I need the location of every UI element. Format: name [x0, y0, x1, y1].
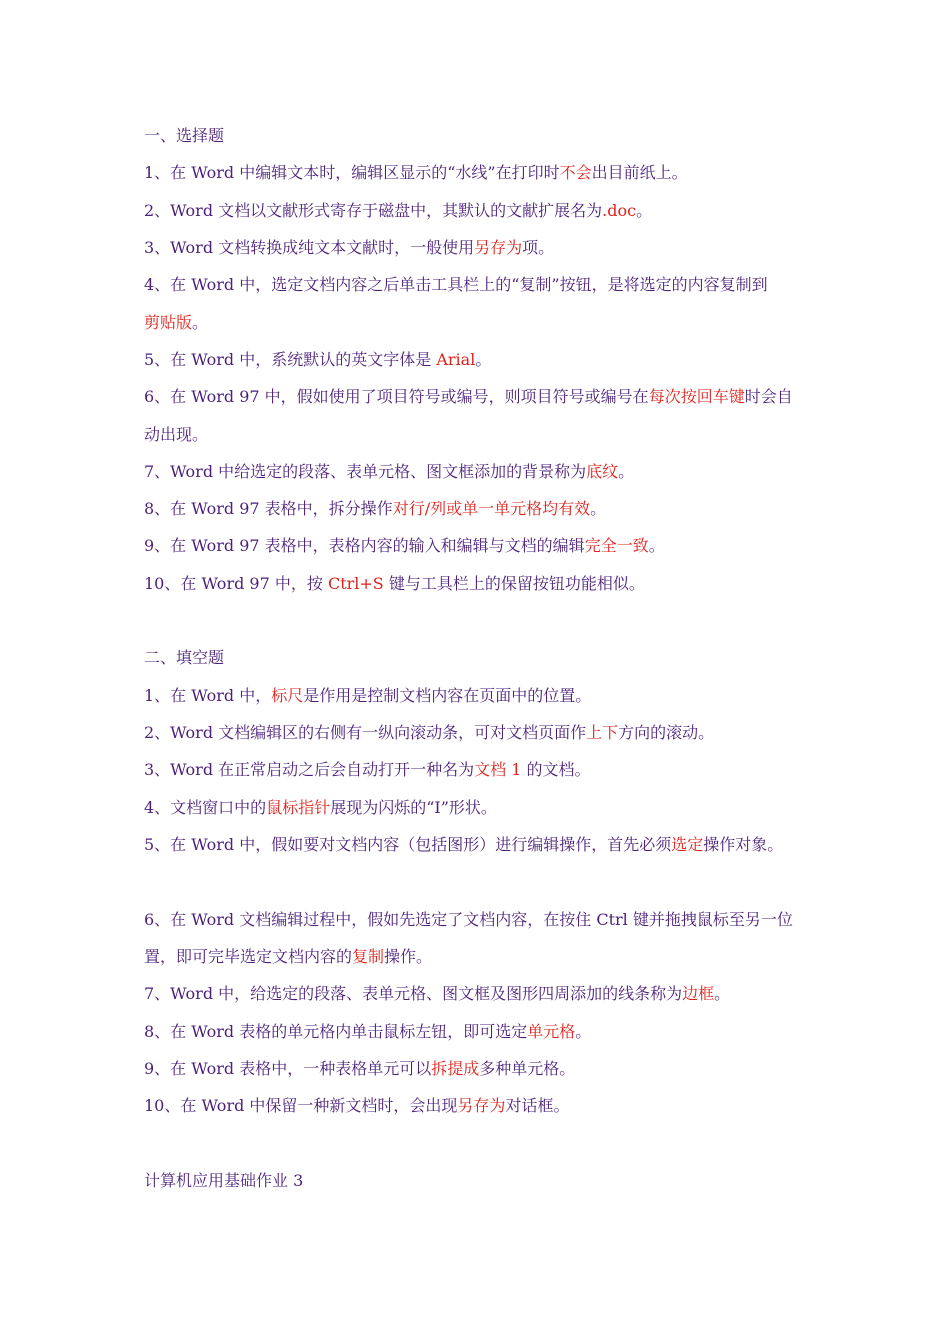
question-text: 。 [475, 350, 492, 369]
question-text: 8、在 Word 表格的单元格内单击鼠标左钮，即可选定 [144, 1022, 528, 1041]
question-text: 时会自 [744, 387, 793, 406]
question-text: 5、在 Word 中，假如要对文档内容（包括图形）进行编辑操作，首先必须 [144, 835, 672, 854]
question-text: 多种单元格。 [479, 1059, 576, 1078]
question-text: 7、Word 中，给选定的段落、表单元格、图文框及图形四周添加的线条称为 [144, 984, 683, 1003]
question-line [144, 759, 814, 781]
question-text: 出目前纸上。 [591, 163, 688, 182]
question-text: 5、在 Word 中，系统默认的英文字体是 [144, 350, 437, 369]
answer-text: 每次按回车键 [648, 387, 745, 406]
question-line [144, 498, 814, 520]
answer-text: 另存为 [457, 1096, 506, 1115]
answer-text: 不会 [559, 163, 592, 182]
question-text: 8、在 Word 97 表格中，拆分操作 [144, 499, 393, 518]
question-text: 是作用是控制文档内容在页面中的位置。 [303, 686, 592, 705]
question-line [144, 386, 814, 408]
answer-text: 鼠标指针 [266, 798, 331, 817]
question-text: 的文档。 [521, 760, 591, 779]
answer-text: .doc [602, 201, 637, 220]
answer-text: 底纹 [586, 462, 619, 481]
question-text: 6、在 Word 97 中，假如使用了项目符号或编号，则项目符号或编号在 [144, 387, 649, 406]
answer-text: 边框 [682, 984, 715, 1003]
question-line [144, 312, 814, 334]
question-line [144, 946, 814, 968]
question-text: 置，即可完毕选定文档内容的 [144, 947, 353, 966]
section-2-heading: 二、填空题 [144, 648, 225, 667]
question-line [144, 685, 814, 707]
question-text: 4、文档窗口中的 [144, 798, 267, 817]
answer-text: 单元格 [527, 1022, 576, 1041]
answer-text: Ctrl+S [327, 574, 384, 593]
question-text: 动出现。 [144, 425, 209, 444]
question-text: 3、Word 文档转换成纯文本文献时，一般使用 [144, 238, 475, 257]
question-line [144, 274, 814, 296]
question-text: 2、Word 文档编辑区的右侧有一纵向滚动条，可对文档页面作 [144, 723, 587, 742]
question-line [144, 1021, 814, 1043]
answer-text: 剪贴版 [144, 313, 193, 332]
answer-text: 复制 [352, 947, 385, 966]
question-text: 键与工具栏上的保留按钮功能相似。 [383, 574, 645, 593]
question-line [144, 349, 814, 371]
answer-text: 文档 1 [474, 760, 522, 779]
question-line [144, 237, 814, 259]
question-text: 10、在 Word 中保留一种新文档时，会出现 [144, 1096, 458, 1115]
answer-text: 上下 [586, 723, 619, 742]
question-text: 。 [648, 536, 665, 555]
answer-text: 对行/列或单一单元格均有效 [392, 499, 591, 518]
question-line [144, 535, 814, 557]
question-text: 1、在 Word 中编辑文本时，编辑区显示的“水线”在打印时 [144, 163, 560, 182]
question-line [144, 573, 814, 595]
answer-text: 选定 [671, 835, 704, 854]
question-line [144, 797, 814, 819]
question-line [144, 461, 814, 483]
question-line [144, 162, 814, 184]
question-line [144, 909, 814, 931]
question-text: 操作对象。 [703, 835, 784, 854]
question-text: 。 [714, 984, 731, 1003]
answer-text: 完全一致 [584, 536, 649, 555]
question-line [144, 424, 814, 446]
question-text: 10、在 Word 97 中，按 [144, 574, 328, 593]
question-text: 。 [575, 1022, 592, 1041]
question-text: 对话框。 [505, 1096, 570, 1115]
question-text: 。 [636, 201, 653, 220]
question-line [144, 1058, 814, 1080]
footer-title: 计算机应用基础作业 3 [144, 1171, 304, 1190]
question-line [144, 1095, 814, 1117]
question-text: 7、Word 中给选定的段落、表单元格、图文框添加的背景称为 [144, 462, 587, 481]
question-text: 。 [590, 499, 607, 518]
answer-text: 标尺 [271, 686, 304, 705]
section-1-heading: 一、选择题 [144, 126, 225, 145]
question-text: 方向的滚动。 [618, 723, 715, 742]
question-line [144, 722, 814, 744]
question-text: 4、在 Word 中，选定文档内容之后单击工具栏上的“复制”按钮，是将选定的内容复制到 [144, 275, 768, 294]
question-text: 3、Word 在正常启动之后会自动打开一种名为 [144, 760, 475, 779]
question-text: 9、在 Word 表格中，一种表格单元可以 [144, 1059, 432, 1078]
question-text: 。 [192, 313, 209, 332]
question-text: 。 [618, 462, 635, 481]
question-text: 2、Word 文档以文献形式寄存于磁盘中，其默认的文献扩展名为 [144, 201, 603, 220]
question-text: 展现为闪烁的“I”形状。 [330, 798, 497, 817]
question-line [144, 834, 814, 856]
question-text: 操作。 [384, 947, 433, 966]
question-text: 6、在 Word 文档编辑过程中，假如先选定了文档内容，在按住 Ctrl 键并拖拽鼠标至另一位 [144, 910, 793, 929]
answer-text: 另存为 [474, 238, 523, 257]
answer-text: Arial [436, 350, 476, 369]
answer-text: 拆提成 [431, 1059, 480, 1078]
question-text: 1、在 Word 中， [144, 686, 272, 705]
question-text: 项。 [522, 238, 555, 257]
question-line [144, 983, 814, 1005]
question-line [144, 200, 814, 222]
question-text: 9、在 Word 97 表格中，表格内容的输入和编辑与文档的编辑 [144, 536, 585, 555]
